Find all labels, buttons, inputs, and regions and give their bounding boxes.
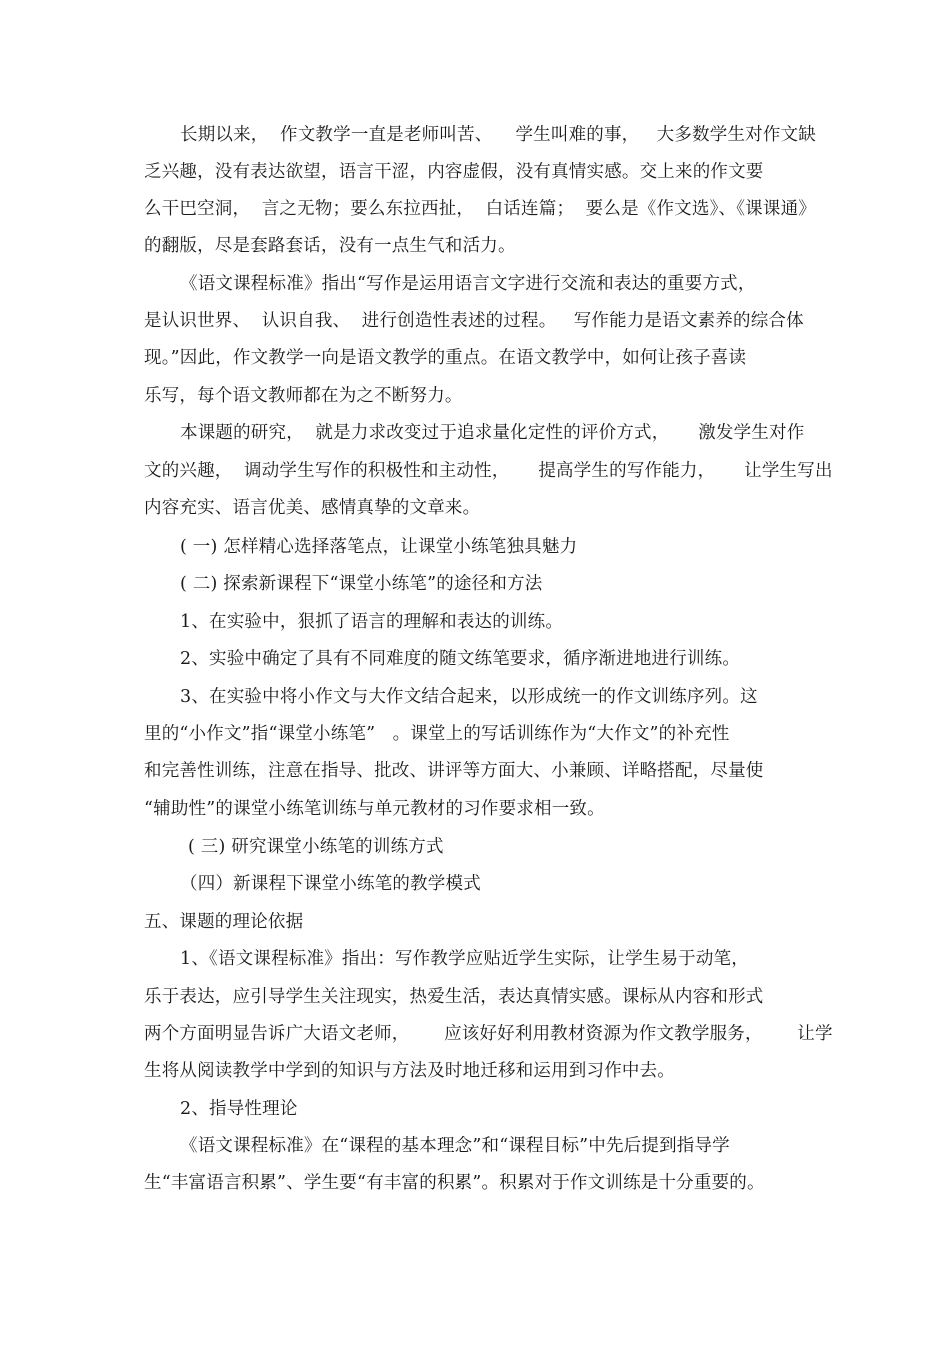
list-item: 2、实验中确定了具有不同难度的随文练笔要求，循序渐进地进行训练。 xyxy=(180,649,741,669)
text-line: 长期以来， 作文教学一直是老师叫苦、 学生叫难的事， 大多数学生对作文缺 xyxy=(180,125,816,145)
text-line: 现。”因此，作文教学一向是语文教学的重点。在语文教学中，如何让孩子喜读 xyxy=(144,348,747,368)
text-line: 生将从阅读教学中学到的知识与方法及时地迁移和运用到习作中去。 xyxy=(144,1061,675,1081)
text-line: “辅助性”的课堂小练笔训练与单元教材的习作要求相一致。 xyxy=(144,799,605,819)
text-line: 《语文课程标准》在“课程的基本理念”和“课程目标”中先后提到指导学 xyxy=(180,1136,730,1156)
text-line: 文的兴趣， 调动学生写作的积极性和主动性， 提高学生的写作能力， 让学生写出 xyxy=(144,461,833,481)
list-item: 1、在实验中，狠抓了语言的理解和表达的训练。 xyxy=(180,612,564,632)
section-heading: ( 一) 怎样精心选择落笔点，让课堂小练笔独具魅力 xyxy=(180,537,578,557)
list-item: 1、《语文课程标准》指出：写作教学应贴近学生实际，让学生易于动笔， xyxy=(180,949,749,969)
text-line: 里的“小作文”指“课堂小练笔” 。课堂上的写话训练作为“大作文”的补充性 xyxy=(144,724,730,744)
text-line: 是认识世界、 认识自我、 进行创造性表述的过程。 写作能力是语文素养的综合体 xyxy=(144,311,804,331)
text-line: 乐于表达，应引导学生关注现实，热爱生活，表达真情实感。课标从内容和形式 xyxy=(144,987,764,1007)
section-heading: ( 二) 探索新课程下“课堂小练笔”的途径和方法 xyxy=(180,574,543,594)
text-line: 两个方面明显告诉广大语文老师， 应该好好利用教材资源为作文教学服务， 让学 xyxy=(144,1024,833,1044)
section-heading: （四）新课程下课堂小练笔的教学模式 xyxy=(180,874,481,894)
text-line: 生“丰富语言积累”、学生要“有丰富的积累”。积累对于作文训练是十分重要的。 xyxy=(144,1173,765,1193)
list-item: 2、指导性理论 xyxy=(180,1099,298,1119)
text-line: 本课题的研究， 就是力求改变过于追求量化定性的评价方式， 激发学生对作 xyxy=(180,423,805,443)
text-line: 的翻版，尽是套路套话，没有一点生气和活力。 xyxy=(144,236,516,256)
text-line: 么干巴空洞， 言之无物；要么东拉西扯， 白话连篇； 要么是《作文选》、《课课通》 xyxy=(144,199,816,219)
text-line: 乏兴趣，没有表达欲望，语言干涩，内容虚假，没有真情实感。交上来的作文要 xyxy=(144,162,764,182)
text-line: 内容充实、语言优美、感情真挚的文章来。 xyxy=(144,498,481,518)
chapter-heading: 五、课题的理论依据 xyxy=(144,912,304,932)
section-heading: ( 三) 研究课堂小练笔的训练方式 xyxy=(188,837,444,857)
text-line: 乐写，每个语文教师都在为之不断努力。 xyxy=(144,386,463,406)
text-line: 《语文课程标准》指出“写作是运用语言文字进行交流和表达的重要方式， xyxy=(180,274,756,294)
list-item: 3、在实验中将小作文与大作文结合起来，以形成统一的作文训练序列。这 xyxy=(180,687,758,707)
text-line: 和完善性训练，注意在指导、批改、讲评等方面大、小兼顾、详略搭配，尽量使 xyxy=(144,761,764,781)
